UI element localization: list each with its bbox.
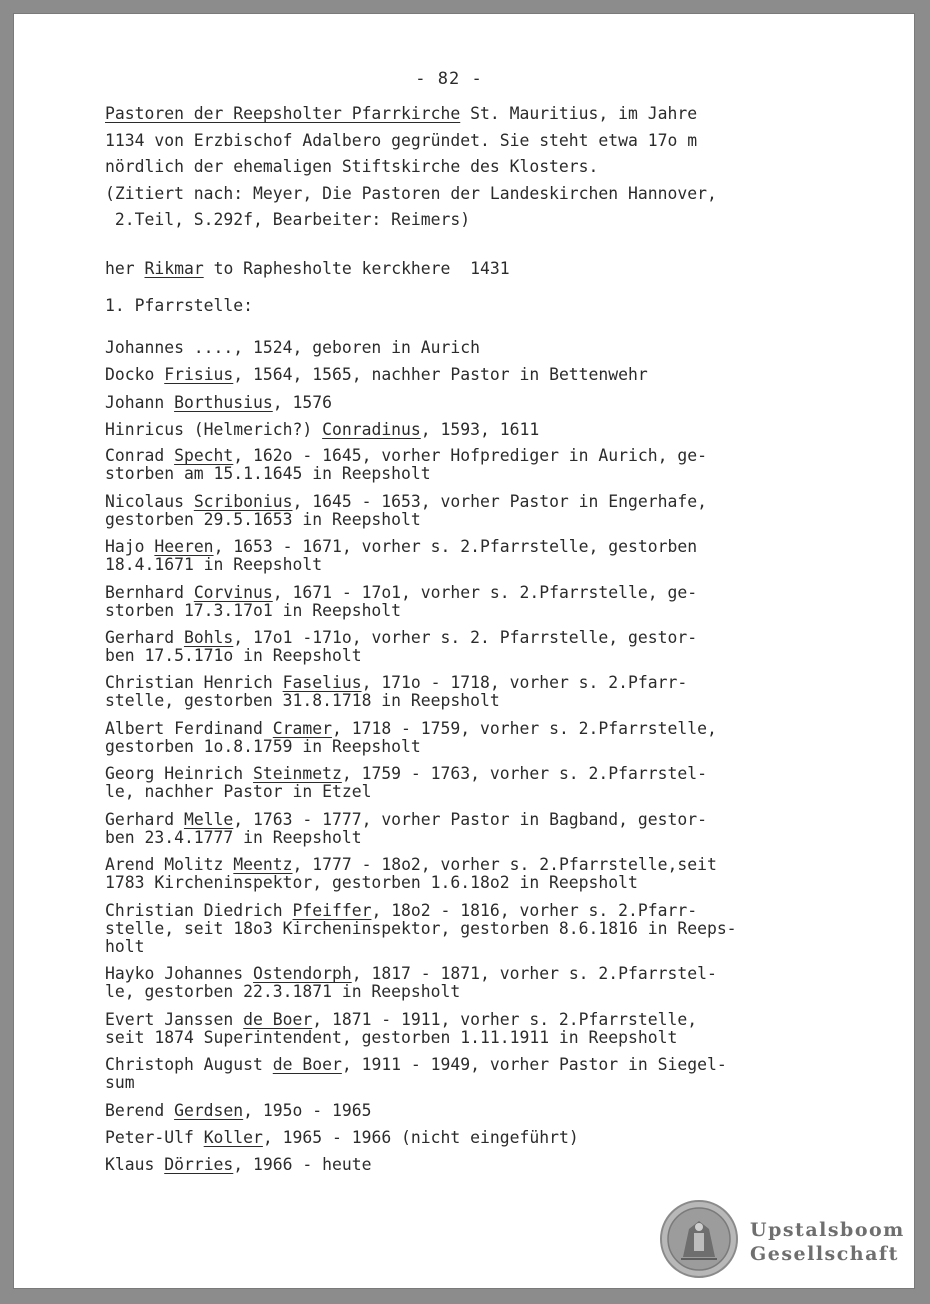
- pastor-given-names: Docko: [105, 365, 165, 384]
- pastor-given-names: Hinricus (Helmerich?): [105, 420, 323, 439]
- pastor-entry: [105, 965, 825, 1001]
- pastor-given-names: Conrad: [105, 446, 175, 465]
- pastor-line: [105, 902, 825, 920]
- pastor-entry: [105, 1156, 825, 1174]
- pastor-surname: Steinmetz: [253, 764, 342, 783]
- pastor-given-names: Peter-Ulf: [105, 1128, 204, 1147]
- pastor-given-names: Berend: [105, 1101, 175, 1120]
- pastor-details: , 1966 - heute: [233, 1155, 372, 1174]
- pastor-continuation-line: holt: [105, 937, 145, 956]
- pastor-surname: Frisius: [164, 365, 234, 384]
- pastor-continuation-line: storben am 15.1.1645 in Reepsholt: [105, 464, 431, 483]
- pastor-entry: [105, 1011, 825, 1047]
- pastor-line: [105, 1011, 825, 1029]
- pastor-continuation-line: ben 17.5.171o in Reepsholt: [105, 646, 362, 665]
- pastor-entry: [105, 538, 825, 574]
- page-content: [14, 14, 914, 1288]
- intro-line: (Zitiert nach: Meyer, Die Pastoren der Landeskirchen Hannover,: [105, 183, 717, 203]
- pastor-continuation-line: stelle, gestorben 31.8.1718 in Reepsholt: [105, 691, 500, 710]
- pastor-line: [105, 584, 825, 602]
- pastor-given-names: Klaus: [105, 1155, 165, 1174]
- pastor-continuation-line: storben 17.3.17o1 in Reepsholt: [105, 601, 402, 620]
- pastor-line: [105, 674, 825, 692]
- pastor-given-names: Georg Heinrich: [105, 764, 254, 783]
- pastor-given-names: Christian Diedrich: [105, 901, 293, 920]
- pastor-entry: [105, 493, 825, 529]
- pastor-continuation-line: 18.4.1671 in Reepsholt: [105, 555, 323, 574]
- section-heading: 1. Pfarrstelle:: [105, 296, 254, 315]
- pastor-line: [105, 421, 825, 439]
- pastor-details: , 1965 - 1966 (nicht eingeführt): [262, 1128, 579, 1147]
- pastor-line: [105, 493, 825, 511]
- pastor-given-names: Nicolaus: [105, 492, 194, 511]
- pastor-details: , 18o2 - 1816, vorher s. 2.Pfarr-: [371, 901, 698, 920]
- pastor-entry: [105, 366, 825, 384]
- pastor-entry: [105, 339, 825, 357]
- pastor-details: , 1763 - 1777, vorher Pastor in Bagband, gestor-: [233, 810, 707, 829]
- pastor-surname: Gerdsen: [174, 1101, 244, 1120]
- pastor-details: , 1576: [272, 393, 332, 412]
- pastor-surname: de Boer: [243, 1010, 313, 1029]
- pastor-given-names: Bernhard: [105, 583, 194, 602]
- pastor-surname: de Boer: [272, 1055, 342, 1074]
- pastor-details: , 1593, 1611: [420, 420, 540, 439]
- pastor-entry: [105, 421, 825, 439]
- pastor-entry: [105, 1056, 825, 1092]
- pastor-entry: [105, 1102, 825, 1120]
- pastor-entry: [105, 811, 825, 847]
- intro-line: nördlich der ehemaligen Stiftskirche des Klosters.: [105, 157, 599, 176]
- pastor-surname: Melle: [183, 810, 234, 829]
- pastor-surname: Bohls: [183, 628, 234, 647]
- pastor-continuation-line: gestorben 29.5.1653 in Reepsholt: [105, 510, 421, 529]
- pastor-surname: Borthusius: [174, 393, 273, 412]
- pastor-surname: Cramer: [272, 719, 332, 738]
- pastor-line: [105, 765, 825, 783]
- pastor-details: , 1759 - 1763, vorher s. 2.Pfarrstel-: [341, 764, 707, 783]
- page-number: - 82 -: [415, 69, 483, 89]
- pastor-line: [105, 720, 825, 738]
- pastor-given-names: Christian Henrich: [105, 673, 283, 692]
- pastor-entry: [105, 765, 825, 801]
- pastor-given-names: Gerhard: [105, 810, 184, 829]
- intro-paragraph: [105, 101, 825, 234]
- pastor-surname: Conradinus: [322, 420, 421, 439]
- pastor-details: , 1871 - 1911, vorher s. 2.Pfarrstelle,: [312, 1010, 698, 1029]
- pastor-continuation-line: stelle, seit 18o3 Kircheninspektor, gestorben 8.6.1816 in Reeps-: [105, 919, 737, 938]
- pastor-details: , 171o - 1718, vorher s. 2.Pfarr-: [361, 673, 688, 692]
- pastor-details: , 1718 - 1759, vorher s. 2.Pfarrstelle,: [331, 719, 717, 738]
- pastor-surname: Koller: [203, 1128, 263, 1147]
- pastor-line: [105, 1056, 825, 1074]
- intro-line: Pastoren der Reepsholter Pfarrkirche St. Mauritius, im Jahre: [105, 104, 698, 123]
- pastor-entry: [105, 674, 825, 710]
- pastor-details: , 1817 - 1871, vorher s. 2.Pfarrstel-: [351, 964, 717, 983]
- pastor-surname: Dörries: [164, 1155, 234, 1174]
- seal-icon: [659, 1199, 739, 1279]
- pastor-continuation-line: le, nachher Pastor in Etzel: [105, 782, 372, 801]
- pastor-line: [105, 856, 825, 874]
- pastor-line: [105, 538, 825, 556]
- pastor-continuation-line: 1783 Kircheninspektor, gestorben 1.6.18o2 in Reepsholt: [105, 873, 638, 892]
- her-rikmar-line: her Rikmar to Raphesholte kerckhere 1431: [105, 259, 510, 278]
- pastor-entry: [105, 584, 825, 620]
- pastor-details: , 195o - 1965: [243, 1101, 372, 1120]
- pastor-entry: [105, 856, 825, 892]
- pastor-details: , 162o - 1645, vorher Hofprediger in Aurich, ge-: [233, 446, 707, 465]
- watermark-logo-text: Upstalsboom Gesellschaft: [750, 1219, 905, 1265]
- pastor-line: [105, 366, 825, 384]
- document-page: [14, 14, 914, 1288]
- pastor-continuation-line: gestorben 1o.8.1759 in Reepsholt: [105, 737, 421, 756]
- pastor-details: , 1645 - 1653, vorher Pastor in Engerhafe,: [292, 492, 707, 511]
- pastor-line: [105, 394, 825, 412]
- pastor-surname: Scribonius: [193, 492, 293, 511]
- intro-line: 1134 von Erzbischof Adalbero gegründet. Sie steht etwa 17o m: [105, 130, 698, 150]
- pastor-line: [105, 447, 825, 465]
- pastor-details: , 1777 - 18o2, vorher s. 2.Pfarrstelle,seit: [292, 855, 717, 874]
- pastor-surname: Specht: [174, 446, 234, 465]
- pastor-surname: Heeren: [154, 537, 214, 556]
- pastor-details: , 17o1 -171o, vorher s. 2. Pfarrstelle, gestor-: [233, 628, 698, 647]
- pastor-surname: Pfeiffer: [292, 901, 372, 920]
- pastor-entry: [105, 447, 825, 483]
- pastor-surname: Ostendorph: [253, 964, 352, 983]
- pastor-entry: [105, 629, 825, 665]
- pastor-given-names: Evert Janssen: [105, 1010, 244, 1029]
- pastor-given-names: Johann: [105, 393, 175, 412]
- pastor-entry: [105, 1129, 825, 1147]
- pastor-given-names: Hajo: [105, 537, 155, 556]
- pastor-continuation-line: le, gestorben 22.3.1871 in Reepsholt: [105, 982, 461, 1001]
- pastor-details: , 1564, 1565, nachher Pastor in Bettenwehr: [233, 365, 648, 384]
- intro-line: 2.Teil, S.292f, Bearbeiter: Reimers): [105, 210, 471, 229]
- pastor-given-names: Hayko Johannes: [105, 964, 254, 983]
- pastor-continuation-line: ben 23.4.1777 in Reepsholt: [105, 828, 362, 847]
- pastor-given-names: Gerhard: [105, 628, 184, 647]
- pastor-line: [105, 1129, 825, 1147]
- pastor-entry: [105, 720, 825, 756]
- pastor-line: [105, 811, 825, 829]
- pastor-line: [105, 965, 825, 983]
- pastor-details: , 1911 - 1949, vorher Pastor in Siegel-: [341, 1055, 727, 1074]
- pastor-line: [105, 629, 825, 647]
- pastor-line: [105, 1156, 825, 1174]
- pastor-surname: Corvinus: [193, 583, 273, 602]
- intro-title: Pastoren der Reepsholter Pfarrkirche: [105, 104, 461, 123]
- pastor-surname: Meentz: [233, 855, 293, 874]
- pastor-continuation-line: sum: [105, 1073, 135, 1092]
- pastor-entry: [105, 394, 825, 412]
- pastor-line: Johannes ...., 1524, geboren in Aurich: [105, 338, 480, 357]
- pastor-details: , 1653 - 1671, vorher s. 2.Pfarrstelle, gestorben: [213, 537, 698, 556]
- pastor-given-names: Arend Molitz: [105, 855, 234, 874]
- pastor-surname: Faselius: [282, 673, 362, 692]
- pastor-details: , 1671 - 17o1, vorher s. 2.Pfarrstelle, ge-: [272, 583, 698, 602]
- pastor-given-names: Albert Ferdinand: [105, 719, 273, 738]
- pastor-continuation-line: seit 1874 Superintendent, gestorben 1.11.1911 in Reepsholt: [105, 1028, 678, 1047]
- pastor-given-names: Christoph August: [105, 1055, 273, 1074]
- pastor-entry: [105, 902, 825, 956]
- pastor-line: [105, 1102, 825, 1120]
